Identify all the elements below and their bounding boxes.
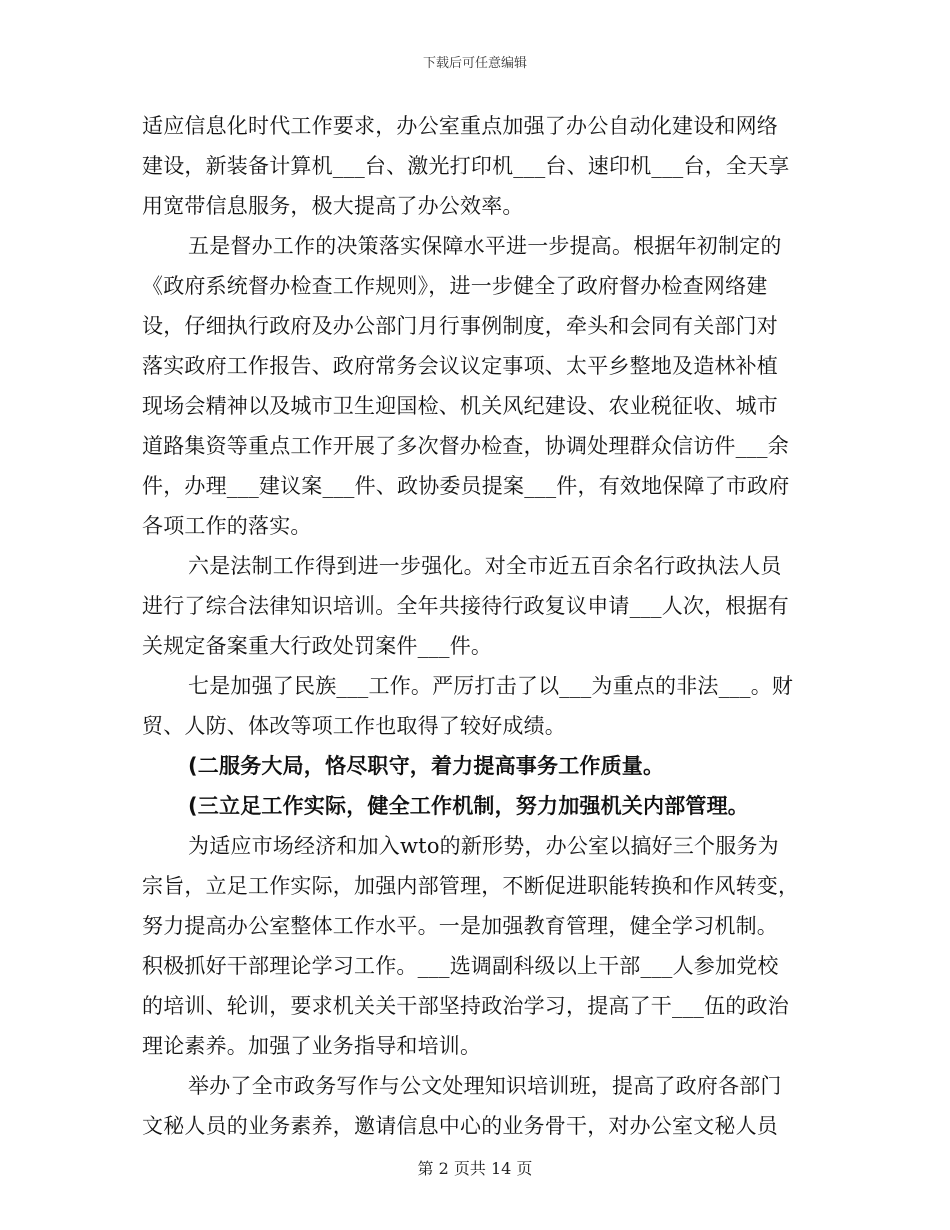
paragraph-start-line: 为适应市场经济和加入wto的新形势，办公室以搞好三个服务为 <box>188 834 779 858</box>
body-line: 各项工作的落实。 <box>142 514 312 538</box>
body-line: 关规定备案重大行政处罚案件___件。 <box>142 634 493 658</box>
body-line: 落实政府工作报告、政府常务会议议定事项、太平乡整地及造林补植 <box>142 354 778 378</box>
body-line: 贸、人防、体改等项工作也取得了较好成绩。 <box>142 714 566 738</box>
paragraph-start-line: 举办了全市政务写作与公文处理知识培训班，提高了政府各部门 <box>188 1074 782 1098</box>
section-heading: (二服务大局，恪尽职守，着力提高事务工作质量。 <box>188 754 665 778</box>
paragraph-start-line: 六是法制工作得到进一步强化。对全市近五百余名行政执法人员 <box>188 554 782 578</box>
body-line: 文秘人员的业务素养，邀请信息中心的业务骨干，对办公室文秘人员 <box>142 1114 778 1138</box>
paragraph-start-line: 七是加强了民族___工作。严厉打击了以___为重点的非法___。财 <box>188 674 794 698</box>
body-line: 积极抓好干部理论学习工作。___选调副科级以上干部___人参加党校 <box>142 954 779 978</box>
body-line: 《政府系统督办检查工作规则》，进一步健全了政府督办检查网络建 <box>142 274 768 298</box>
page-footer: 第 2 页共 14 页 <box>417 1159 533 1178</box>
body-line: 宗旨，立足工作实际，加强内部管理，不断促进职能转换和作风转变， <box>142 874 800 898</box>
body-line: 努力提高办公室整体工作水平。一是加强教育管理，健全学习机制。 <box>142 914 778 938</box>
body-line: 进行了综合法律知识培训。全年共接待行政复议申请___人次，根据有 <box>142 594 789 618</box>
body-line: 的培训、轮训，要求机关关干部坚持政治学习，提高了干___伍的政治 <box>142 994 789 1018</box>
body-line: 设，仔细执行政府及办公部门月行事例制度，牵头和会同有关部门对 <box>142 314 778 338</box>
body-line: 现场会精神以及城市卫生迎国检、机关风纪建设、农业税征收、城市 <box>142 394 778 418</box>
body-line: 用宽带信息服务，极大提高了办公效率。 <box>142 194 524 218</box>
paragraph-start-line: 五是督办工作的决策落实保障水平进一步提高。根据年初制定的 <box>188 234 782 258</box>
body-line: 建设，新装备计算机___台、激光打印机___台、速印机___台，全天享 <box>142 154 790 178</box>
body-line: 适应信息化时代工作要求，办公室重点加强了办公自动化建设和网络 <box>142 114 778 138</box>
body-line: 件，办理___建议案___件、政协委员提案___件，有效地保障了市政府 <box>142 474 790 498</box>
section-heading: (三立足工作实际，健全工作机制，努力加强机关内部管理。 <box>188 794 749 818</box>
body-line: 道路集资等重点工作开展了多次督办检查，协调处理群众信访件___余 <box>142 434 789 458</box>
page-header: 下载后可任意编辑 <box>422 56 527 71</box>
body-line: 理论素养。加强了业务指导和培训。 <box>142 1034 482 1058</box>
document-body <box>142 106 802 1146</box>
